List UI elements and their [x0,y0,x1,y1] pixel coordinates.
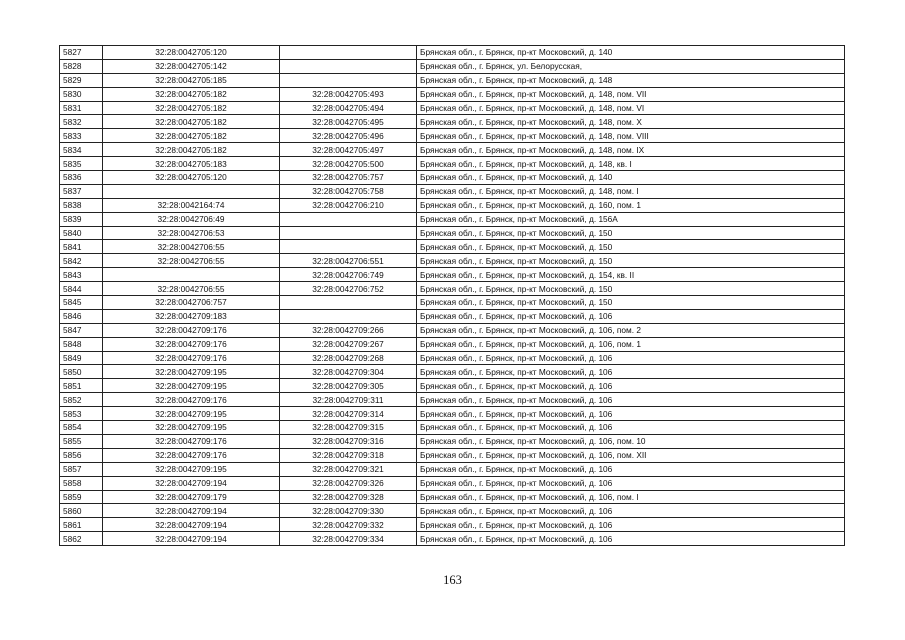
address-cell: Брянская обл., г. Брянск, ул. Белорусская, [417,59,845,73]
secondary-cadastral-number-cell: 32:28:0042705:757 [280,171,417,185]
row-number-cell: 5836 [60,171,103,185]
address-cell: Брянская обл., г. Брянск, пр-кт Московский, д. 154, кв. II [417,268,845,282]
row-number-cell: 5828 [60,59,103,73]
table-row [60,393,845,407]
address-cell: Брянская обл., г. Брянск, пр-кт Московский, д. 150 [417,226,845,240]
secondary-cadastral-number-cell: 32:28:0042709:304 [280,365,417,379]
row-number-cell: 5844 [60,282,103,296]
secondary-cadastral-number-cell: 32:28:0042709:328 [280,490,417,504]
cadastral-number-cell: 32:28:0042705:120 [103,171,280,185]
secondary-cadastral-number-cell: 32:28:0042709:321 [280,462,417,476]
cadastral-number-cell: 32:28:0042164:74 [103,198,280,212]
row-number-cell: 5847 [60,323,103,337]
table-row [60,323,845,337]
cadastral-number-cell: 32:28:0042705:182 [103,143,280,157]
cadastral-number-cell: 32:28:0042709:195 [103,462,280,476]
secondary-cadastral-number-cell [280,240,417,254]
row-number-cell: 5850 [60,365,103,379]
row-number-cell: 5842 [60,254,103,268]
address-cell: Брянская обл., г. Брянск, пр-кт Московский, д. 106, пом. 2 [417,323,845,337]
cadastral-number-cell: 32:28:0042706:49 [103,212,280,226]
address-cell: Брянская обл., г. Брянск, пр-кт Московский, д. 160, пом. 1 [417,198,845,212]
secondary-cadastral-number-cell [280,212,417,226]
row-number-cell: 5856 [60,448,103,462]
cadastral-number-cell: 32:28:0042705:185 [103,73,280,87]
table-row [60,337,845,351]
table-row [60,421,845,435]
address-cell: Брянская обл., г. Брянск, пр-кт Московский, д. 106 [417,393,845,407]
secondary-cadastral-number-cell [280,46,417,60]
row-number-cell: 5853 [60,407,103,421]
secondary-cadastral-number-cell: 32:28:0042709:315 [280,421,417,435]
table-row [60,448,845,462]
secondary-cadastral-number-cell: 32:28:0042709:314 [280,407,417,421]
secondary-cadastral-number-cell: 32:28:0042705:758 [280,184,417,198]
address-cell: Брянская обл., г. Брянск, пр-кт Московский, д. 148, пом. X [417,115,845,129]
secondary-cadastral-number-cell [280,59,417,73]
row-number-cell: 5839 [60,212,103,226]
cadastral-number-cell: 32:28:0042709:194 [103,532,280,546]
row-number-cell: 5843 [60,268,103,282]
address-cell: Брянская обл., г. Брянск, пр-кт Московский, д. 148, пом. IX [417,143,845,157]
cadastral-number-cell: 32:28:0042705:142 [103,59,280,73]
table-row [60,268,845,282]
address-cell: Брянская обл., г. Брянск, пр-кт Московский, д. 106, пом. 10 [417,434,845,448]
address-cell: Брянская обл., г. Брянск, пр-кт Московский, д. 106 [417,309,845,323]
secondary-cadastral-number-cell: 32:28:0042706:749 [280,268,417,282]
registry-table-body [60,46,845,546]
table-row [60,212,845,226]
secondary-cadastral-number-cell [280,309,417,323]
table-row [60,115,845,129]
table-row [60,157,845,171]
address-cell: Брянская обл., г. Брянск, пр-кт Московский, д. 150 [417,296,845,310]
cadastral-number-cell: 32:28:0042709:183 [103,309,280,323]
row-number-cell: 5829 [60,73,103,87]
secondary-cadastral-number-cell: 32:28:0042709:266 [280,323,417,337]
table-row [60,407,845,421]
secondary-cadastral-number-cell: 32:28:0042709:318 [280,448,417,462]
cadastral-number-cell: 32:28:0042705:183 [103,157,280,171]
table-row [60,518,845,532]
secondary-cadastral-number-cell: 32:28:0042709:334 [280,532,417,546]
row-number-cell: 5851 [60,379,103,393]
row-number-cell: 5831 [60,101,103,115]
address-cell: Брянская обл., г. Брянск, пр-кт Московский, д. 140 [417,46,845,60]
address-cell: Брянская обл., г. Брянск, пр-кт Московский, д. 148, пом. VI [417,101,845,115]
row-number-cell: 5854 [60,421,103,435]
address-cell: Брянская обл., г. Брянск, пр-кт Московский, д. 156А [417,212,845,226]
address-cell: Брянская обл., г. Брянск, пр-кт Московский, д. 106 [417,476,845,490]
cadastral-number-cell: 32:28:0042705:182 [103,129,280,143]
address-cell: Брянская обл., г. Брянск, пр-кт Московский, д. 106 [417,407,845,421]
secondary-cadastral-number-cell: 32:28:0042709:316 [280,434,417,448]
row-number-cell: 5858 [60,476,103,490]
address-cell: Брянская обл., г. Брянск, пр-кт Московский, д. 106 [417,504,845,518]
cadastral-number-cell: 32:28:0042709:176 [103,448,280,462]
cadastral-number-cell: 32:28:0042706:53 [103,226,280,240]
table-row [60,351,845,365]
row-number-cell: 5845 [60,296,103,310]
cadastral-number-cell: 32:28:0042709:195 [103,421,280,435]
address-cell: Брянская обл., г. Брянск, пр-кт Московский, д. 106, пом. I [417,490,845,504]
address-cell: Брянская обл., г. Брянск, пр-кт Московский, д. 148, пом. I [417,184,845,198]
row-number-cell: 5860 [60,504,103,518]
cadastral-number-cell: 32:28:0042709:176 [103,323,280,337]
secondary-cadastral-number-cell: 32:28:0042706:752 [280,282,417,296]
row-number-cell: 5846 [60,309,103,323]
cadastral-number-cell: 32:28:0042705:182 [103,101,280,115]
cadastral-number-cell: 32:28:0042705:120 [103,46,280,60]
row-number-cell: 5852 [60,393,103,407]
secondary-cadastral-number-cell: 32:28:0042709:311 [280,393,417,407]
row-number-cell: 5827 [60,46,103,60]
row-number-cell: 5832 [60,115,103,129]
secondary-cadastral-number-cell: 32:28:0042709:332 [280,518,417,532]
row-number-cell: 5855 [60,434,103,448]
secondary-cadastral-number-cell: 32:28:0042706:551 [280,254,417,268]
secondary-cadastral-number-cell [280,226,417,240]
cadastral-number-cell [103,184,280,198]
table-row [60,73,845,87]
address-cell: Брянская обл., г. Брянск, пр-кт Московский, д. 106 [417,518,845,532]
address-cell: Брянская обл., г. Брянск, пр-кт Московский, д. 148, пом. VIII [417,129,845,143]
cadastral-number-cell [103,268,280,282]
address-cell: Брянская обл., г. Брянск, пр-кт Московский, д. 106 [417,532,845,546]
secondary-cadastral-number-cell: 32:28:0042705:494 [280,101,417,115]
cadastral-number-cell: 32:28:0042709:195 [103,407,280,421]
table-row [60,282,845,296]
table-row [60,309,845,323]
table-row [60,254,845,268]
cadastral-number-cell: 32:28:0042709:176 [103,434,280,448]
row-number-cell: 5834 [60,143,103,157]
address-cell: Брянская обл., г. Брянск, пр-кт Московский, д. 150 [417,240,845,254]
cadastral-number-cell: 32:28:0042705:182 [103,115,280,129]
table-row [60,532,845,546]
secondary-cadastral-number-cell: 32:28:0042705:497 [280,143,417,157]
address-cell: Брянская обл., г. Брянск, пр-кт Московский, д. 106 [417,365,845,379]
cadastral-number-cell: 32:28:0042709:194 [103,504,280,518]
cadastral-number-cell: 32:28:0042709:176 [103,337,280,351]
registry-table [59,45,845,546]
cadastral-number-cell: 32:28:0042706:757 [103,296,280,310]
address-cell: Брянская обл., г. Брянск, пр-кт Московский, д. 106, пом. XII [417,448,845,462]
row-number-cell: 5838 [60,198,103,212]
row-number-cell: 5859 [60,490,103,504]
row-number-cell: 5857 [60,462,103,476]
address-cell: Брянская обл., г. Брянск, пр-кт Московский, д. 150 [417,282,845,296]
row-number-cell: 5862 [60,532,103,546]
table-row [60,240,845,254]
table-row [60,490,845,504]
cadastral-number-cell: 32:28:0042709:194 [103,518,280,532]
address-cell: Брянская обл., г. Брянск, пр-кт Московский, д. 148, пом. VII [417,87,845,101]
table-row [60,296,845,310]
cadastral-number-cell: 32:28:0042709:179 [103,490,280,504]
row-number-cell: 5830 [60,87,103,101]
secondary-cadastral-number-cell: 32:28:0042709:326 [280,476,417,490]
address-cell: Брянская обл., г. Брянск, пр-кт Московский, д. 140 [417,171,845,185]
secondary-cadastral-number-cell [280,296,417,310]
row-number-cell: 5837 [60,184,103,198]
row-number-cell: 5840 [60,226,103,240]
secondary-cadastral-number-cell: 32:28:0042705:495 [280,115,417,129]
cadastral-number-cell: 32:28:0042705:182 [103,87,280,101]
table-row [60,462,845,476]
table-row [60,434,845,448]
table-row [60,46,845,60]
table-row [60,379,845,393]
secondary-cadastral-number-cell [280,73,417,87]
table-row [60,87,845,101]
address-cell: Брянская обл., г. Брянск, пр-кт Московский, д. 106 [417,462,845,476]
cadastral-number-cell: 32:28:0042709:195 [103,365,280,379]
table-row [60,129,845,143]
row-number-cell: 5849 [60,351,103,365]
row-number-cell: 5861 [60,518,103,532]
table-row [60,226,845,240]
secondary-cadastral-number-cell: 32:28:0042709:267 [280,337,417,351]
row-number-cell: 5833 [60,129,103,143]
page-number: 163 [443,573,462,587]
address-cell: Брянская обл., г. Брянск, пр-кт Московский, д. 148, кв. I [417,157,845,171]
secondary-cadastral-number-cell: 32:28:0042706:210 [280,198,417,212]
address-cell: Брянская обл., г. Брянск, пр-кт Московский, д. 106, пом. 1 [417,337,845,351]
row-number-cell: 5841 [60,240,103,254]
table-row [60,184,845,198]
row-number-cell: 5848 [60,337,103,351]
table-row [60,171,845,185]
cadastral-number-cell: 32:28:0042709:176 [103,393,280,407]
address-cell: Брянская обл., г. Брянск, пр-кт Московский, д. 106 [417,351,845,365]
cadastral-number-cell: 32:28:0042709:195 [103,379,280,393]
secondary-cadastral-number-cell: 32:28:0042705:493 [280,87,417,101]
table-row [60,59,845,73]
table-row [60,101,845,115]
table-row [60,365,845,379]
cadastral-number-cell: 32:28:0042706:55 [103,254,280,268]
address-cell: Брянская обл., г. Брянск, пр-кт Московский, д. 106 [417,421,845,435]
secondary-cadastral-number-cell: 32:28:0042705:500 [280,157,417,171]
cadastral-number-cell: 32:28:0042706:55 [103,282,280,296]
secondary-cadastral-number-cell: 32:28:0042709:305 [280,379,417,393]
table-row [60,143,845,157]
table-row [60,198,845,212]
cadastral-number-cell: 32:28:0042709:194 [103,476,280,490]
secondary-cadastral-number-cell: 32:28:0042709:330 [280,504,417,518]
cadastral-number-cell: 32:28:0042706:55 [103,240,280,254]
address-cell: Брянская обл., г. Брянск, пр-кт Московский, д. 148 [417,73,845,87]
cadastral-number-cell: 32:28:0042709:176 [103,351,280,365]
address-cell: Брянская обл., г. Брянск, пр-кт Московский, д. 106 [417,379,845,393]
address-cell: Брянская обл., г. Брянск, пр-кт Московский, д. 150 [417,254,845,268]
table-row [60,504,845,518]
secondary-cadastral-number-cell: 32:28:0042709:268 [280,351,417,365]
secondary-cadastral-number-cell: 32:28:0042705:496 [280,129,417,143]
row-number-cell: 5835 [60,157,103,171]
table-row [60,476,845,490]
